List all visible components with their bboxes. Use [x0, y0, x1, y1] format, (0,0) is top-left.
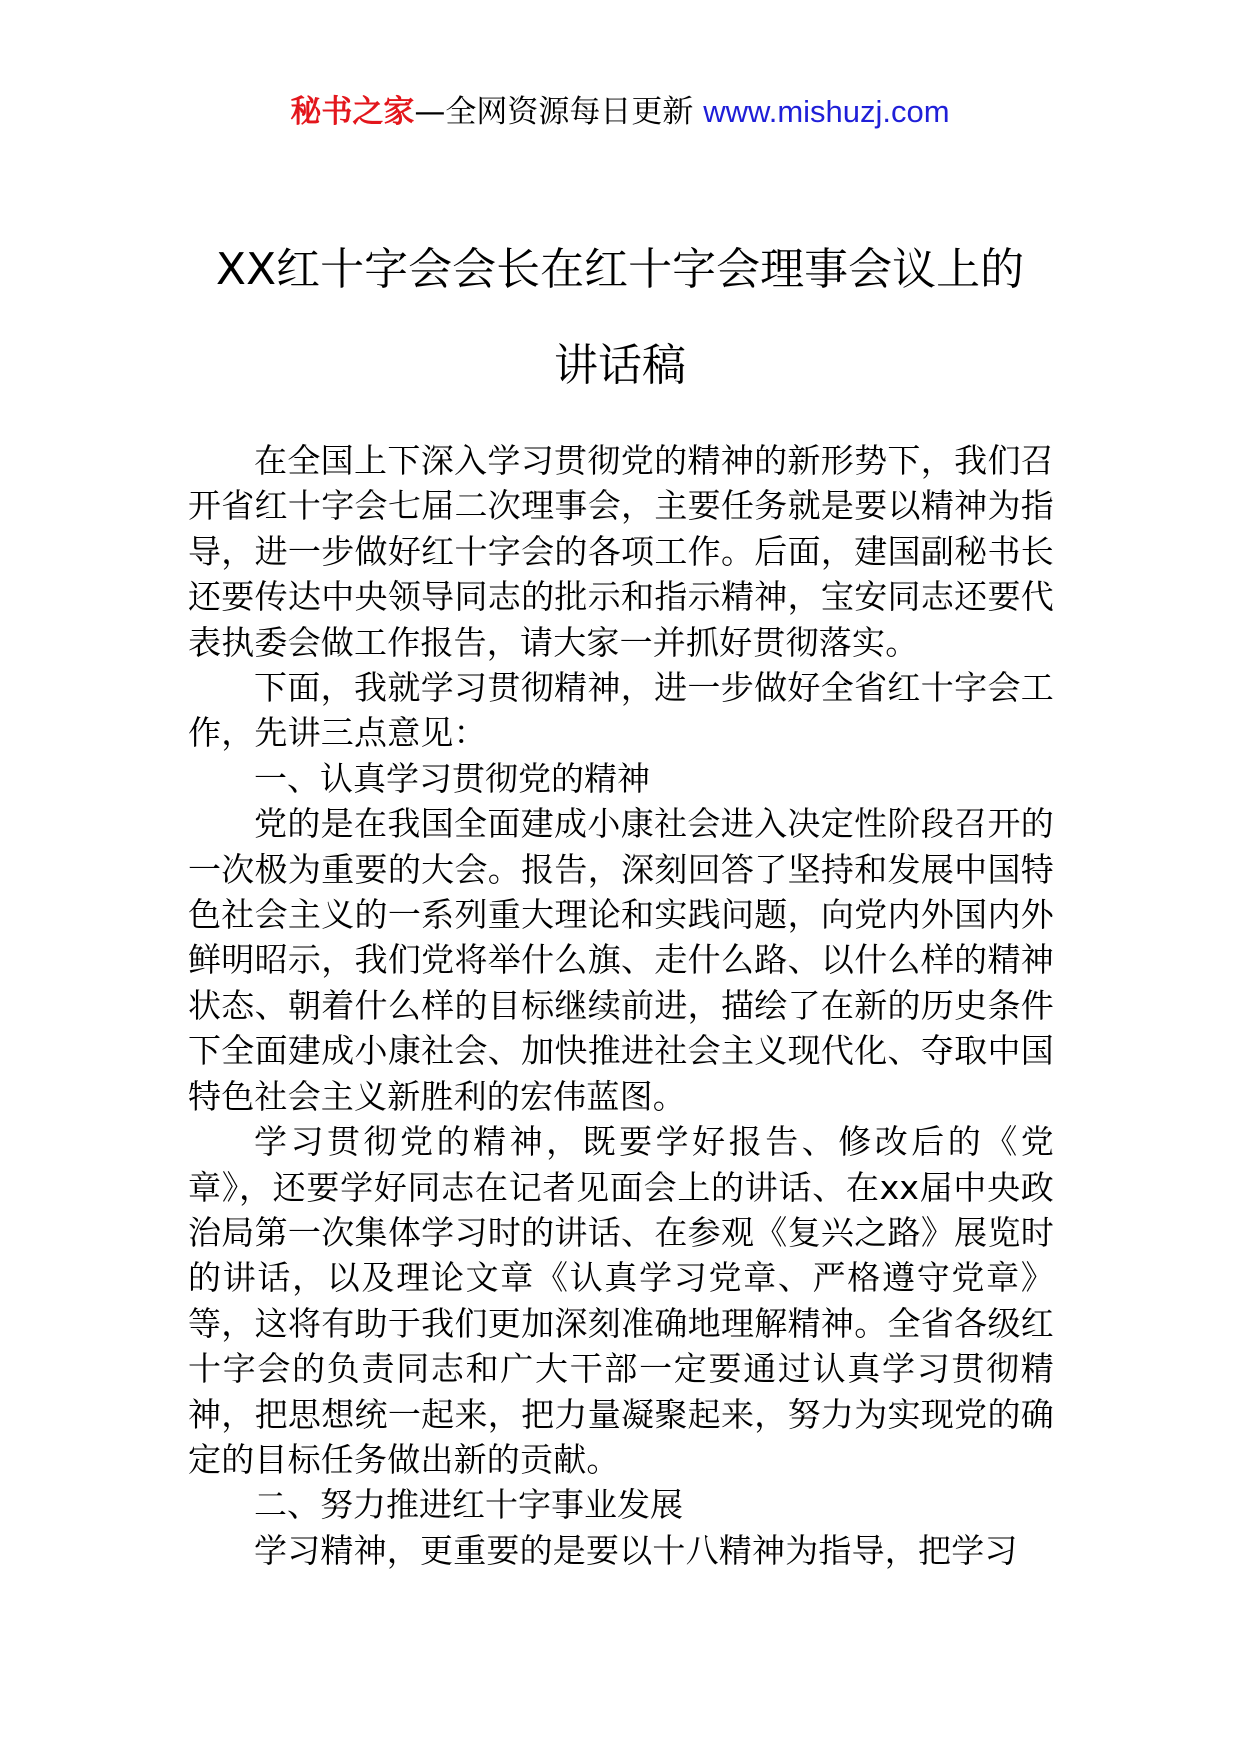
site-tagline: —全网资源每日更新 [414, 94, 694, 130]
site-url-link[interactable]: www.mishuzj.com [703, 94, 950, 129]
section-heading: 二、努力推进红十字事业发展 [254, 1485, 683, 1525]
document-title-line-2: 讲话稿 [554, 340, 686, 391]
site-brand: 秘书之家 [290, 94, 415, 130]
document-title-line-1: XX红十字会会长在红十字会理事会议上的 [215, 244, 1025, 295]
paragraph: 学习贯彻党的精神，既要学好报告、修改后的《党章》，还要学好同志在记者见面会上的讲话、在xx届中央政治局第一次集体学习时的讲话、在参观《复兴之路》展览时的讲话，以及理论文章《认真学习党章、严格遵守党章》等，这将有助于我们更加深刻准确地理解精神。全省各级红十字会的负责同志和广大干部一定要通过认真学习贯彻精神，把思想统一起来，把力量凝聚起来，努力为实现党的确定的目标任务做出新的贡献。 [188, 1122, 1054, 1479]
paragraph: 学习精神，更重要的是要以十八精神为指导，把学习 [254, 1530, 1018, 1570]
site-header [0, 92, 1240, 132]
document-body [188, 438, 1054, 1573]
paragraph: 在全国上下深入学习贯彻党的精神的新形势下，我们召开省红十字会七届二次理事会，主要任务就是要以精神为指导，进一步做好红十字会的各项工作。后面，建国副秘书长还要传达中央领导同志的批示和指示精神，宝安同志还要代表执委会做工作报告，请大家一并抓好贯彻落实。 [188, 441, 1054, 662]
document-title [150, 222, 1090, 414]
section-heading: 一、认真学习贯彻党的精神 [254, 758, 650, 798]
paragraph: 党的是在我国全面建成小康社会进入决定性阶段召开的一次极为重要的大会。报告，深刻回答了坚持和发展中国特色社会主义的一系列重大理论和实践问题，向党内外国内外鲜明昭示，我们党将举什么旗、走什么路、以什么样的精神状态、朝着什么样的目标继续前进，描绘了在新的历史条件下全面建成小康社会、加快推进社会主义现代化、夺取中国特色社会主义新胜利的宏伟蓝图。 [188, 804, 1054, 1116]
paragraph: 下面，我就学习贯彻精神，进一步做好全省红十字会工作，先讲三点意见： [188, 668, 1054, 753]
